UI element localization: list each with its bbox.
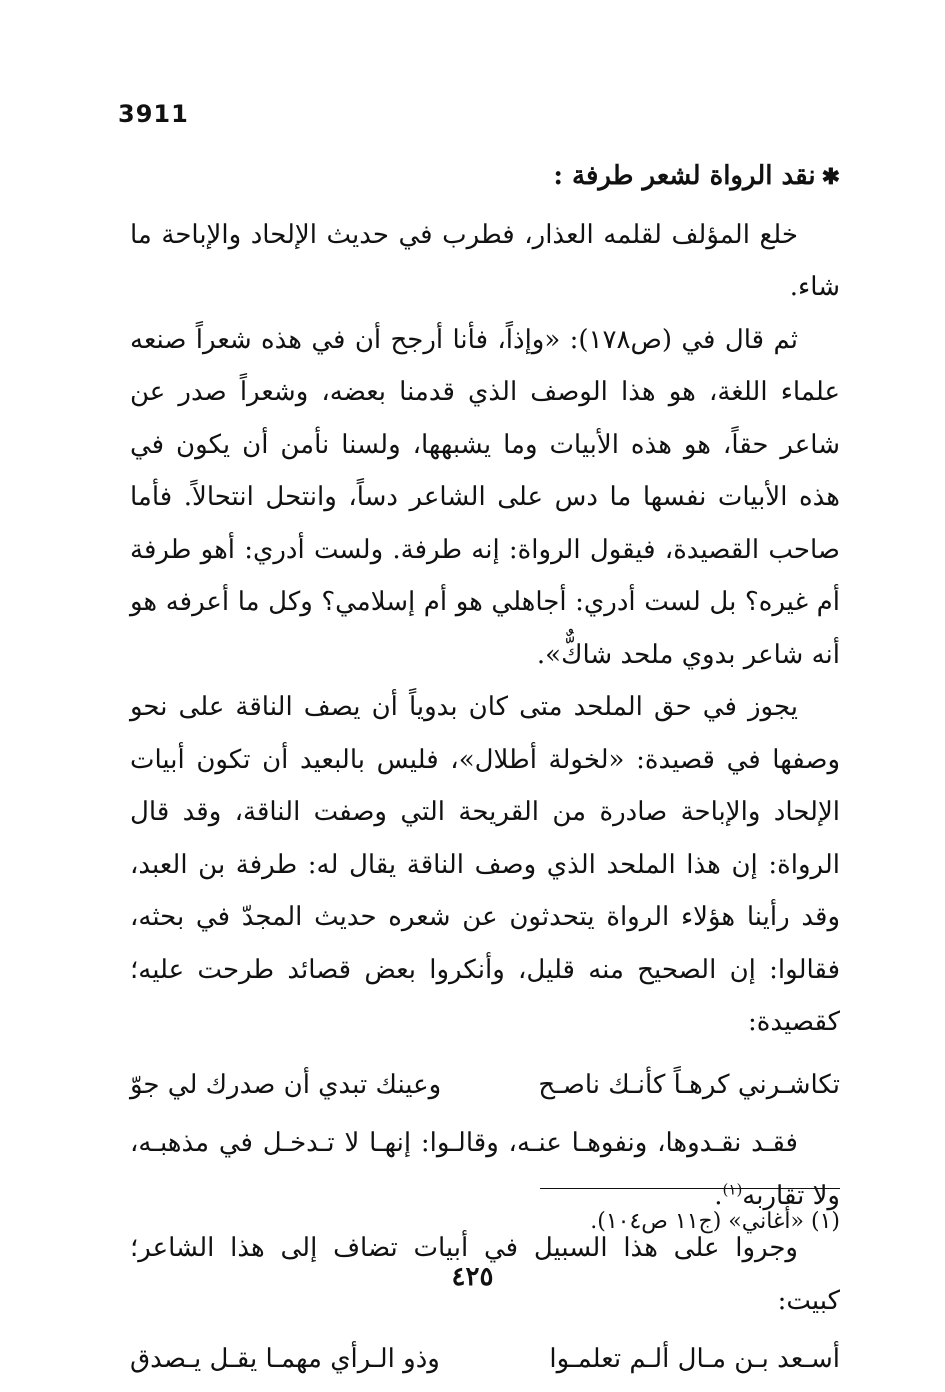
verse-1 bbox=[130, 1059, 840, 1112]
heading-text: نقد الرواة لشعر طرفة : bbox=[553, 161, 816, 191]
paragraph-2: ثم قال في (ص١٧٨): «وإذاً، فأنا أرجح أن في هذه شعراً صنعه علماء اللغة، هو هذا الوصف الذي قدمنا بعضه، وشعراً صدر عن شاعر حقاً، هو هذه الأبيات وما يشبهها، ولسنا نأمن أن يكون في هذه الأبيات نفسها ما دس على الشاعر دساً، وانتحل انتحالاً. فأما صاحب القصيدة، فيقول الرواة: إنه طرفة. ولست أدري: أهو طرفة أم غيره؟ بل لست أدري: أجاهلي هو أم إسلامي؟ وكل ما أعرفه هو أنه شاعر بدوي ملحد شاكٌّ». bbox=[130, 324, 840, 670]
verse-1-first-hemistich: تكاشـرني كرهـاً كأنـك ناصـح bbox=[538, 1069, 840, 1100]
page-number: ٤٢٥ bbox=[451, 1262, 494, 1292]
paragraph-3: يجوز في حق الملحد متى كان بدوياً أن يصف الناقة على نحو وصفها في قصيدة: «لخولة أطلال»، فليس بالبعيد أن تكون أبيات الإلحاد والإباحة صادرة من القريحة التي وصفت الناقة، وقد قال الرواة: إن هذا الملحد الذي وصف الناقة يقال له: طرفة بن العبد، وقد رأينا هؤلاء الرواة يتحدثون عن شعره حديث المجدّ في بحثه، فقالوا: إن الصحيح منه قليل، وأنكروا بعض قصائد طرحت عليه؛ كقصيدة: bbox=[130, 692, 840, 1037]
paragraph-4-text: فقـد نقـدوها، ونفوهـا عنـه، وقالـوا: إنهـا لا تـدخـل في مذهبـه، ولا تقاربه bbox=[130, 1128, 840, 1211]
footnote: (١) «أغاني» (ج١١ ص١٠٤). bbox=[590, 1209, 840, 1234]
paragraph-4-end: . bbox=[714, 1180, 723, 1211]
section-heading bbox=[130, 150, 840, 204]
paragraph-5: وجروا على هذا السبيل في أبيات تضاف إلى هذا الشاعر؛ كبيت: bbox=[130, 1233, 840, 1316]
footnote-reference[interactable]: (١) bbox=[722, 1179, 743, 1198]
verse-2-first-hemistich: أسـعد بـن مـال ألـم تعلمـوا bbox=[549, 1344, 840, 1374]
star-icon: ✱ bbox=[821, 164, 840, 190]
verse-2 bbox=[130, 1333, 840, 1386]
page-id: 3911 bbox=[118, 100, 189, 128]
footnote-divider bbox=[540, 1188, 840, 1189]
verse-2-second-hemistich: وذو الـرأي مهمـا يقـل يـصدق bbox=[130, 1344, 440, 1374]
paragraph-1: خلع المؤلف لقلمه العذار، فطرب في حديث الإلحاد والإباحة ما شاء. bbox=[130, 219, 840, 302]
verse-1-second-hemistich: وعينك تبدي أن صدرك لي جوّ bbox=[130, 1069, 442, 1100]
